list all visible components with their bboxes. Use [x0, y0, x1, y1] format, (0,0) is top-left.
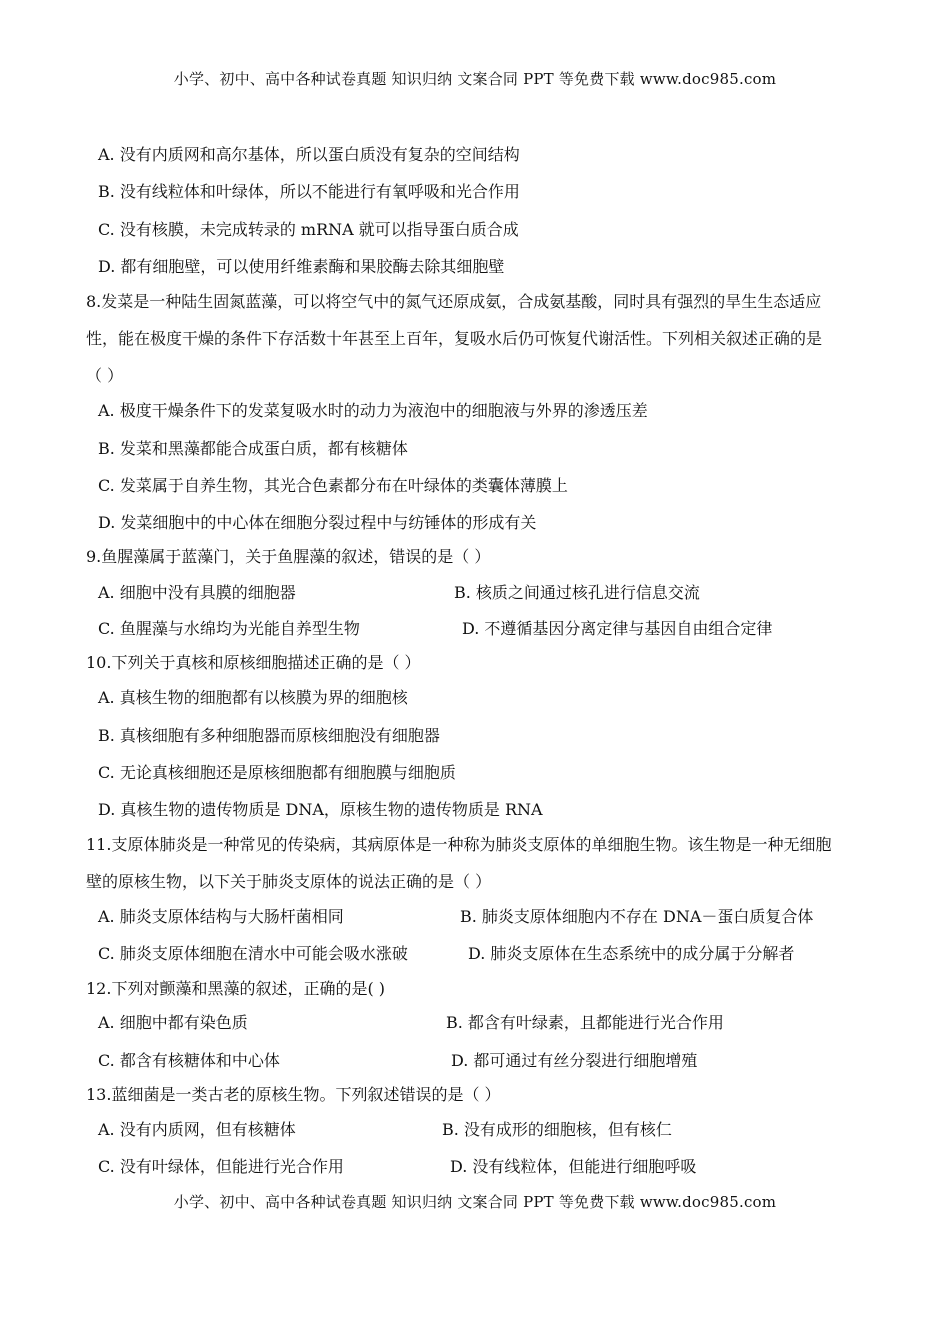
q9-option-a: A. 细胞中没有具膜的细胞器 — [98, 583, 296, 602]
q13-stem: 13.蓝细菌是一类古老的原核生物。下列叙述错误的是（ ） — [86, 1085, 501, 1104]
q8-stem-line2: 性，能在极度干燥的条件下存活数十年甚至上百年，复吸水后仍可恢复代谢活性。下列相关叙述正确的是 — [86, 329, 823, 348]
q9-option-d: D. 不遵循基因分离定律与基因自由组合定律 — [462, 619, 773, 638]
page-footer: 小学、初中、高中各种试卷真题 知识归纳 文案合同 PPT 等免费下载 www.doc985.com — [173, 1193, 777, 1211]
q9-option-c: C. 鱼腥藻与水绵均为光能自养型生物 — [98, 619, 360, 638]
q8-stem-line3: （ ） — [86, 366, 124, 385]
q11-option-b: B. 肺炎支原体细胞内不存在 DNA－蛋白质复合体 — [460, 907, 814, 926]
q11-stem-line1: 11.支原体肺炎是一种常见的传染病，其病原体是一种称为肺炎支原体的单细胞生物。该生物是一种无细胞 — [86, 835, 832, 854]
q12-option-d: D. 都可通过有丝分裂进行细胞增殖 — [451, 1051, 698, 1070]
q10-option-a: A. 真核生物的细胞都有以核膜为界的细胞核 — [98, 688, 408, 707]
q8-stem-line1: 8.发菜是一种陆生固氮蓝藻，可以将空气中的氮气还原成氨，合成氨基酸，同时具有强烈的旱生生态适应 — [86, 292, 822, 311]
q7-option-b: B. 没有线粒体和叶绿体，所以不能进行有氧呼吸和光合作用 — [98, 182, 520, 201]
q12-option-a: A. 细胞中都有染色质 — [98, 1013, 248, 1032]
q13-option-a: A. 没有内质网，但有核糖体 — [98, 1120, 296, 1139]
q7-option-c: C. 没有核膜，未完成转录的 mRNA 就可以指导蛋白质合成 — [98, 220, 519, 239]
q13-option-b: B. 没有成形的细胞核，但有核仁 — [442, 1120, 672, 1139]
q11-option-d: D. 肺炎支原体在生态系统中的成分属于分解者 — [468, 944, 795, 963]
q7-option-d: D. 都有细胞壁，可以使用纤维素酶和果胶酶去除其细胞壁 — [98, 257, 505, 276]
page-header: 小学、初中、高中各种试卷真题 知识归纳 文案合同 PPT 等免费下载 www.doc985.com — [173, 70, 777, 88]
q7-option-a: A. 没有内质网和高尔基体，所以蛋白质没有复杂的空间结构 — [98, 145, 520, 164]
q10-stem: 10.下列关于真核和原核细胞描述正确的是（ ） — [86, 653, 421, 672]
q12-option-b: B. 都含有叶绿素，且都能进行光合作用 — [446, 1013, 724, 1032]
q11-option-c: C. 肺炎支原体细胞在清水中可能会吸水涨破 — [98, 944, 408, 963]
q8-option-a: A. 极度干燥条件下的发菜复吸水时的动力为液泡中的细胞液与外界的渗透压差 — [98, 401, 648, 420]
q12-stem: 12.下列对颤藻和黑藻的叙述，正确的是( ) — [86, 979, 386, 998]
q9-option-b: B. 核质之间通过核孔进行信息交流 — [454, 583, 700, 602]
q10-option-c: C. 无论真核细胞还是原核细胞都有细胞膜与细胞质 — [98, 763, 456, 782]
q11-stem-line2: 壁的原核生物，以下关于肺炎支原体的说法正确的是（ ） — [86, 872, 492, 891]
q9-stem: 9.鱼腥藻属于蓝藻门，关于鱼腥藻的叙述，错误的是（ ） — [86, 547, 491, 566]
q12-option-c: C. 都含有核糖体和中心体 — [98, 1051, 280, 1070]
q13-option-c: C. 没有叶绿体，但能进行光合作用 — [98, 1157, 344, 1176]
q10-option-b: B. 真核细胞有多种细胞器而原核细胞没有细胞器 — [98, 726, 440, 745]
q8-option-b: B. 发菜和黑藻都能合成蛋白质，都有核糖体 — [98, 439, 408, 458]
q13-option-d: D. 没有线粒体，但能进行细胞呼吸 — [450, 1157, 697, 1176]
q8-option-d: D. 发菜细胞中的中心体在细胞分裂过程中与纺锤体的形成有关 — [98, 513, 537, 532]
q8-option-c: C. 发菜属于自养生物，其光合色素都分布在叶绿体的类囊体薄膜上 — [98, 476, 568, 495]
q11-option-a: A. 肺炎支原体结构与大肠杆菌相同 — [98, 907, 344, 926]
q10-option-d: D. 真核生物的遗传物质是 DNA，原核生物的遗传物质是 RNA — [98, 800, 543, 819]
